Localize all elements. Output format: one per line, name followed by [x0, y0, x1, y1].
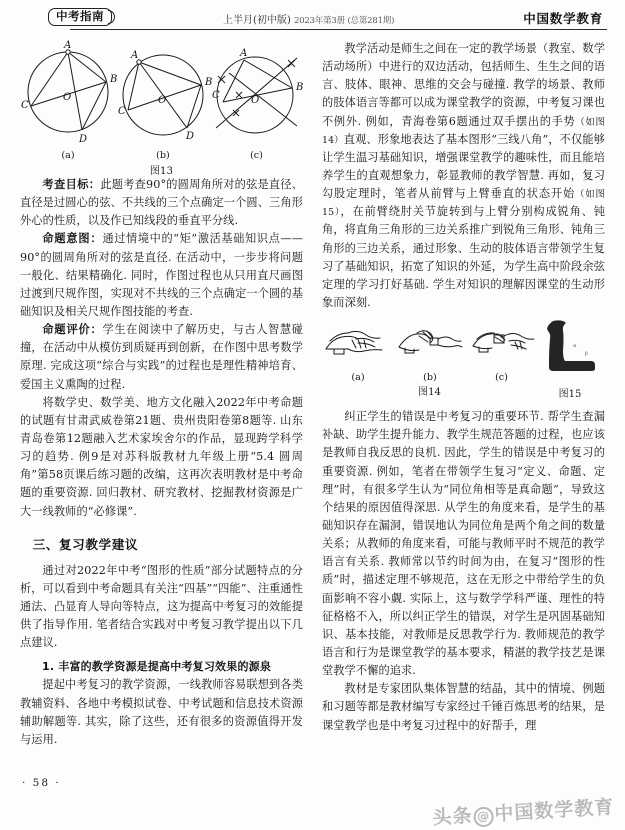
svg-text:A: A	[240, 48, 248, 59]
section-heading-teaching-suggestions: 三、复习教学建议	[32, 536, 139, 552]
paragraph-analysis-summary: 通过对2022年中考“图形的性质”部分试题特点的分析，可以看到中考命题具有关注“四基”“四能”、注重通性通法、凸显育人导向等特点，这为提高中考复习的效能提供了指导作用. 笔者结合实践对中考复习教学提出以下几点建议.	[20, 563, 303, 650]
paragraph-textbook: 教材是专家团队集体智慧的结晶，其中的情境、例题和习题等都是教材编写专家经过千锤百炼思考的结果，是课堂教学也是中考复习过程中的好帮手，理	[322, 682, 605, 732]
svg-text:α: α	[573, 343, 577, 350]
figure-14-sublabel-c: (c)	[495, 372, 508, 384]
figure-13-sublabel-a: (a)	[61, 150, 75, 161]
watermark	[432, 792, 615, 830]
figure-14-graphic	[322, 319, 537, 375]
watermark-prefix: 头条	[431, 804, 474, 830]
left-column	[20, 40, 303, 749]
svg-text:B: B	[205, 77, 213, 88]
svg-text:C: C	[21, 100, 29, 111]
hand-gesture-b	[397, 319, 463, 375]
figure-13-caption: 图13	[149, 166, 174, 177]
paragraph-text-3: ，在前臂绕肘关节旋转到与上臂分别构成锐角、钝角，将直角三角形的三边关系推广到锐角三角形、钝角三角形的三边关系，通过形象、生动的肢体语言带领学生复习了基础知识，拓宽了知识的外延，为学生高中阶段余弦定理的学习打好基础. 学生对知识的理解因课堂的生动形象而深刻.	[322, 205, 605, 309]
svg-text:β: β	[585, 351, 588, 358]
paragraph-exam-goal	[20, 176, 303, 230]
section-tag: 中考指南	[48, 8, 112, 26]
paragraph-proposition-evaluation	[20, 321, 303, 394]
svg-text:C: C	[118, 106, 126, 117]
svg-text:A: A	[131, 50, 139, 61]
page-number: · 58 ·	[22, 777, 61, 789]
paragraph-lead: 命题意图：	[42, 232, 103, 246]
svg-text:B: B	[296, 82, 303, 93]
paragraph-resources: 提起中考复习的教学资源，一线教师容易联想到各类教辅资料、各地中考模拟试卷、中考试题和信息技术资源辅助解题等. 其实，除了这些，还有很多的资源值得开发与运用.	[20, 678, 303, 746]
svg-text:C: C	[212, 90, 220, 101]
svg-text:D: D	[186, 131, 195, 142]
journal-title: 中国数学教育	[523, 11, 603, 26]
paragraph-lead: 命题评价：	[42, 323, 103, 337]
svg-text:O: O	[158, 95, 167, 106]
figure-14-15	[322, 319, 605, 405]
svg-text:O: O	[251, 95, 260, 106]
header-divider	[70, 29, 607, 30]
figure-13-sublabel-b: (b)	[156, 150, 170, 161]
figure-15-reference: （如图15）	[322, 189, 605, 219]
svg-text:A: A	[64, 40, 72, 51]
figure-13-graphic	[20, 40, 303, 152]
subsection-heading-resources: 1. 丰富的教学资源是提高中考复习效果的源泉	[42, 660, 272, 674]
hand-gesture-a	[322, 319, 388, 375]
figure-14-caption-area	[322, 372, 537, 399]
figure-13	[20, 40, 303, 177]
figure-14-sublabel-b: (b)	[423, 372, 437, 384]
figure-15-graphic	[541, 319, 599, 371]
paragraph-text: 学生在阅读中了解历史，与古人智慧碰撞，在活动中从模仿到质疑再到创新，在作图中思考数学原理. 完成这项“综合与实践”的过程也是理性精神培育、爱国主义熏陶的过程.	[20, 323, 303, 391]
figure-14-sublabel-a: (a)	[351, 372, 365, 384]
figure-14-reference: （如图14）	[322, 116, 605, 146]
paragraph-teaching-activity	[322, 40, 605, 312]
page-header	[18, 8, 607, 32]
paragraph-lead: 考查目标：	[42, 178, 101, 191]
figure-15-caption: 图15	[558, 389, 582, 401]
svg-text:D: D	[79, 134, 88, 145]
figure-13-sublabel-c: (c)	[250, 150, 263, 161]
issue-detail: 2023年第3册 (总第281期)	[294, 16, 395, 26]
svg-text:O: O	[63, 92, 72, 103]
paragraph-proposition-intent	[20, 230, 303, 321]
watermark-suffix: 中国数学教育	[493, 796, 615, 826]
paragraph-history-culture: 将数学史、数学美、地方文化融入2022年中考命题的试题有甘肃武威卷第21题、贵州贵阳卷第8题等. 山东青岛卷第12题融入艺术家埃舍尔的作品，显现跨学科学习的趋势. 例9是对苏科版教材九年级上册“5.4 圆周角”第58页课后练习题的改编，这再次表明教材是中考命题的重要资源. 回归教材、研究教材、挖掘教材资源是广大一线教师的“必修课”.	[20, 395, 303, 518]
hand-gesture-c	[471, 319, 537, 375]
paragraph-text: 通过情境中的“矩”激活基础知识点——90°的圆周角所对的弦是直径. 在活动中，一步步将问题一般化、结果精确化. 同时，作图过程也从只用直尺画图过渡到尺规作图，实现对不共线的三个点确定一个圆的基础知识及相关尺规作图技能的考查.	[20, 232, 303, 318]
right-column	[322, 40, 605, 735]
paragraph-text: 教学活动是师生之间在一定的教学场景（教室、数学活动场所）中进行的双边活动，包括师生、生生之间的语言、肢体、眼神、思维的交会与碰撞. 教学的场景、教师的肢体语言等都可以成为课堂教学的资源，中考复习课也不例外. 例如，青海卷第6题通过双手摆出的手势	[322, 42, 605, 128]
paragraph-text-2: 直观、形象地表达了基本图形“三线八角”，不仅能够让学生温习基础知识，增强课堂教学的趣味性，而且能培养学生的直观想象力，彰显教师的教学智慧. 再如，复习勾股定理时，笔者从前臂与上臂垂直的状态开始	[322, 132, 605, 201]
paragraph-correcting-errors: 纠正学生的错误是中考复习的重要环节. 帮学生查漏补缺、助学生提升能力、教学生规范答题的过程，也应该是教师自我反思的良机. 因此，学生的错误是中考复习的重要资源. 例如，笔者在带领学生复习“定义、命题、定理”时，有很多学生认为“同位角相等是真命题”，导致这个结果的原因值得深思. 从学生的角度来看，是学生的基础知识存在漏洞，错误地认为同位角是两个角之间的数量关系；从教师的角度来看，可能与教师平时不规范的教学语言有关系. 教师常以节约时间为由，在复习“图形的性质”时，描述定理不够规范，这在无形之中带给学生的负面影响不容小觑. 实际上，这与数学学科严谨、理性的特征格格不入，所以纠正学生的错误，对学生是巩固基础知识、基本技能，对教师是反思教学行为. 教师规范的教学语言和行为是课堂教学的基本要求，精湛的教学技艺是课堂教学不懈的追求.	[322, 410, 605, 678]
figure-14-caption: 图14	[418, 387, 441, 399]
issue-info	[223, 11, 394, 26]
svg-text:B: B	[110, 74, 118, 85]
paragraph-text: 此题考查90°的圆周角所对的弦是直径、直径是过圆心的弦、不共线的三个点确定一个圆、三角形外心的性质，以及作已知线段的垂直平分线.	[20, 178, 303, 228]
issue-main: 上半月(初中版)	[223, 15, 291, 26]
at-icon: @	[473, 806, 494, 827]
